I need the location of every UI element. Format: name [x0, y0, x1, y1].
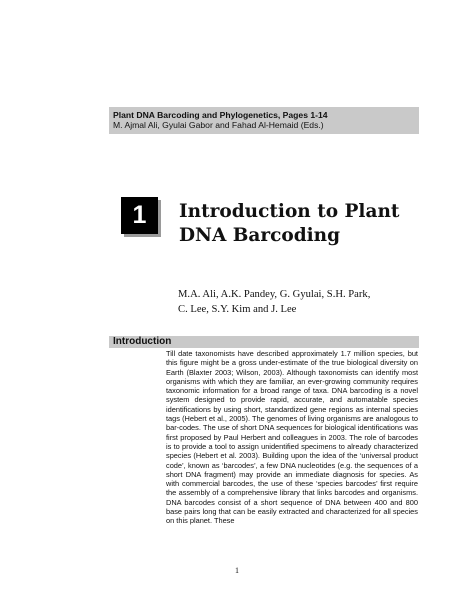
introduction-paragraph: Till date taxonomists have described approximately 1.7 million species, but this figure might be a gross under-estimate of the true biological diversity on Earth (Blaxter 2003; Wilson, 2003). Although taxonomists can identify most organisms with which they are familiar, an ever-growing community requires taxonomic information for a broad range of taxa. DNA barcoding is a novel system designed to provide rapid, accurate, and automatable species identifications by using short, standardized gene regions as internal species tags (Hebert et al., 2005). The genomes of living organisms are analogous to bar-codes. The use of short DNA sequences for biological identifications was first proposed by Paul Herbert and colleagues in 2003. The role of barcodes is to provide a tool to assign unidentified specimens to already characterized species (Hebert et al. 2003). Building upon the idea of the ‘universal product code’, known as ‘barcodes’, a few DNA nucleotides (e.g. the sequences of a short DNA fragment) may provide an immediate diagnosis for species. As with commercial barcodes, the use of these ‘species barcodes’ first require the assembly of a comprehensive library that links barcodes and organisms. DNA barcodes consist of a short sequence of DNA between 400 and 800 base pairs long that can be easily extracted and characterized for all species on this planet. These — [166, 349, 418, 526]
chapter-title-line-1: Introduction to Plant — [179, 201, 400, 222]
chapter-number-badge: 1 — [121, 197, 158, 234]
page-number: 1 — [235, 566, 239, 575]
book-header — [109, 107, 419, 134]
chapter-title — [179, 200, 399, 248]
book-title: Plant DNA Barcoding and Phylogenetics, Pages 1-14 — [113, 110, 328, 120]
section-heading: Introduction — [109, 336, 419, 348]
chapter-title-line-2: DNA Barcoding — [179, 225, 341, 246]
book-editors: M. Ajmal Ali, Gyulai Gabor and Fahad Al-Hemaid (Eds.) — [113, 120, 324, 130]
author-line-2: C. Lee, S.Y. Kim and J. Lee — [178, 304, 297, 315]
author-line-1: M.A. Ali, A.K. Pandey, G. Gyulai, S.H. Park, — [178, 289, 371, 300]
author-list — [178, 287, 370, 317]
